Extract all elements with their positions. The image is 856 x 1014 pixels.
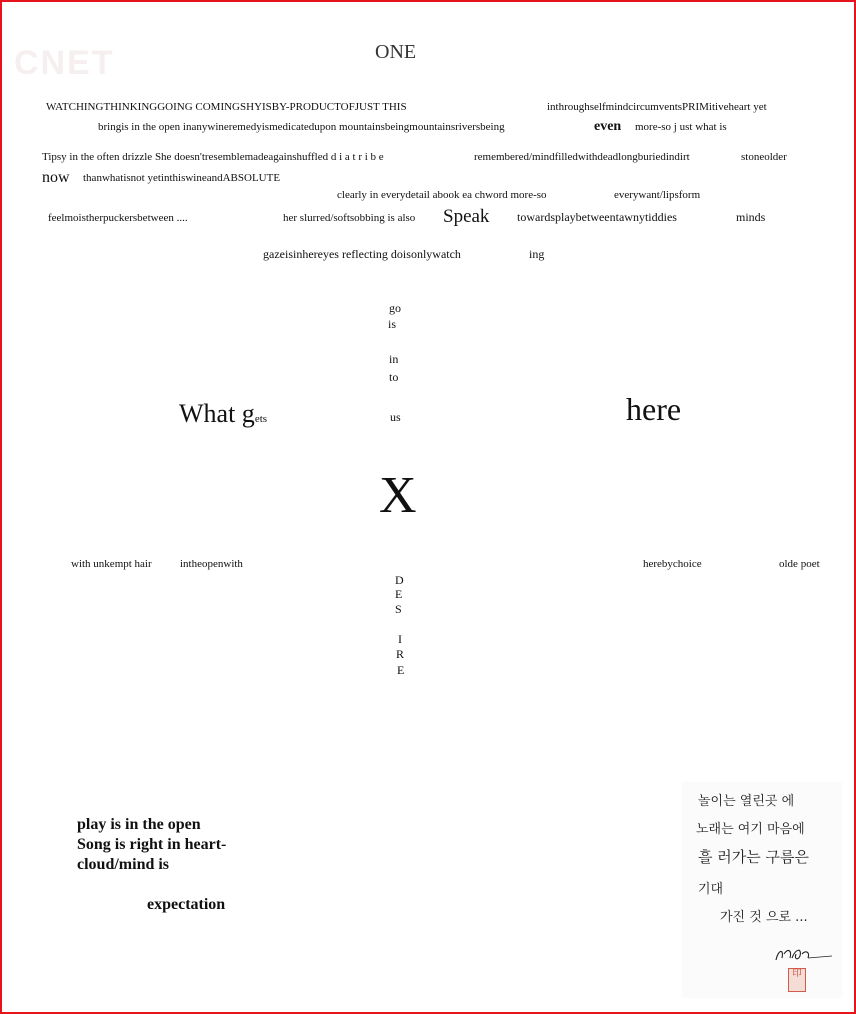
hangul-line-1: 놀이는 열린곳 에 bbox=[698, 794, 795, 809]
text-line-3a: Tipsy in the often drizzle She doesn'tresemblemadeagainshuffled d i a t r i b e bbox=[42, 151, 384, 163]
desire-letter-i: I bbox=[398, 632, 402, 646]
vertical-word-to: to bbox=[389, 370, 399, 384]
text-line-7b: ing bbox=[529, 247, 545, 261]
poem-line-2: Song is right in heart- bbox=[77, 836, 227, 853]
signature-mark bbox=[772, 944, 838, 966]
text-line-2c: more-so j ust what is bbox=[635, 121, 727, 133]
faint-logo-watermark: CNET bbox=[14, 44, 115, 82]
vertical-word-go: go bbox=[389, 301, 401, 315]
central-x: X bbox=[379, 467, 417, 524]
desire-letter-e2: E bbox=[397, 663, 405, 677]
desire-letter-s: S bbox=[395, 602, 402, 616]
vertical-word-is: is bbox=[388, 317, 397, 331]
hangul-line-4: 기대 bbox=[698, 882, 724, 897]
text-line-1a: WATCHINGTHINKINGGOING COMINGSHYISBY-PRODUCTOFJUST THIS bbox=[46, 101, 407, 113]
text-line-1b: inthroughselfmindcircumventsPRIMitiveheart yet bbox=[547, 101, 767, 113]
text-line-3b: remembered/mindfilledwithdeadlongburiedindirt bbox=[474, 151, 690, 163]
text-word-even: even bbox=[594, 119, 622, 134]
text-line-6a: feelmoistherpuckersbetween .... bbox=[48, 212, 188, 224]
hangul-line-5: 가진 것 으로 ... bbox=[720, 910, 808, 925]
what-gets-phrase bbox=[179, 401, 267, 427]
phrase-intheopenwith: intheopenwith bbox=[180, 558, 243, 570]
text-line-7a: gazeisinhereyes reflecting doisonlywatch bbox=[263, 247, 461, 261]
text-line-3c: stoneolder bbox=[741, 151, 787, 163]
phrase-olde-poet: olde poet bbox=[779, 558, 820, 570]
text-word-speak: Speak bbox=[443, 206, 490, 227]
what-gets-small: ets bbox=[254, 413, 268, 425]
poem-line-3: cloud/mind is bbox=[77, 856, 170, 873]
text-word-now: now bbox=[42, 169, 70, 186]
poem-line-1: play is in the open bbox=[77, 816, 201, 833]
seal-glyph: 印 bbox=[792, 969, 802, 979]
hangul-line-3: 흘 러가는 구름은 bbox=[698, 848, 809, 866]
desire-letter-e1: E bbox=[395, 587, 403, 601]
phrase-unkempt-hair: with unkempt hair bbox=[71, 558, 152, 570]
text-line-6b: her slurred/softsobbing is also bbox=[283, 212, 416, 224]
vertical-word-us: us bbox=[390, 410, 401, 424]
poem-line-4: expectation bbox=[147, 896, 226, 913]
red-seal-stamp bbox=[788, 968, 806, 992]
text-line-6e: minds bbox=[736, 210, 766, 224]
text-line-6d: towardsplaybetweentawnytiddies bbox=[517, 210, 677, 224]
vertical-word-in: in bbox=[389, 352, 399, 366]
desire-letter-r: R bbox=[396, 647, 405, 661]
text-line-5a: clearly in everydetail abook ea chword more-so bbox=[337, 189, 547, 201]
text-line-5b: everywant/lipsform bbox=[614, 189, 701, 201]
hangul-line-2: 노래는 여기 마음에 bbox=[696, 822, 805, 837]
desire-letter-d: D bbox=[395, 573, 404, 587]
word-here: here bbox=[626, 391, 682, 427]
phrase-herebychoice: herebychoice bbox=[643, 558, 702, 570]
poem-title: ONE bbox=[375, 41, 417, 63]
what-gets-large: What g bbox=[179, 399, 255, 428]
text-line-4b: thanwhatisnot yetinthiswineandABSOLUTE bbox=[83, 172, 281, 184]
text-line-2a: bringis in the open inanywineremedyismedicatedupon mountainsbeingmountainsriversbeing bbox=[98, 121, 505, 133]
